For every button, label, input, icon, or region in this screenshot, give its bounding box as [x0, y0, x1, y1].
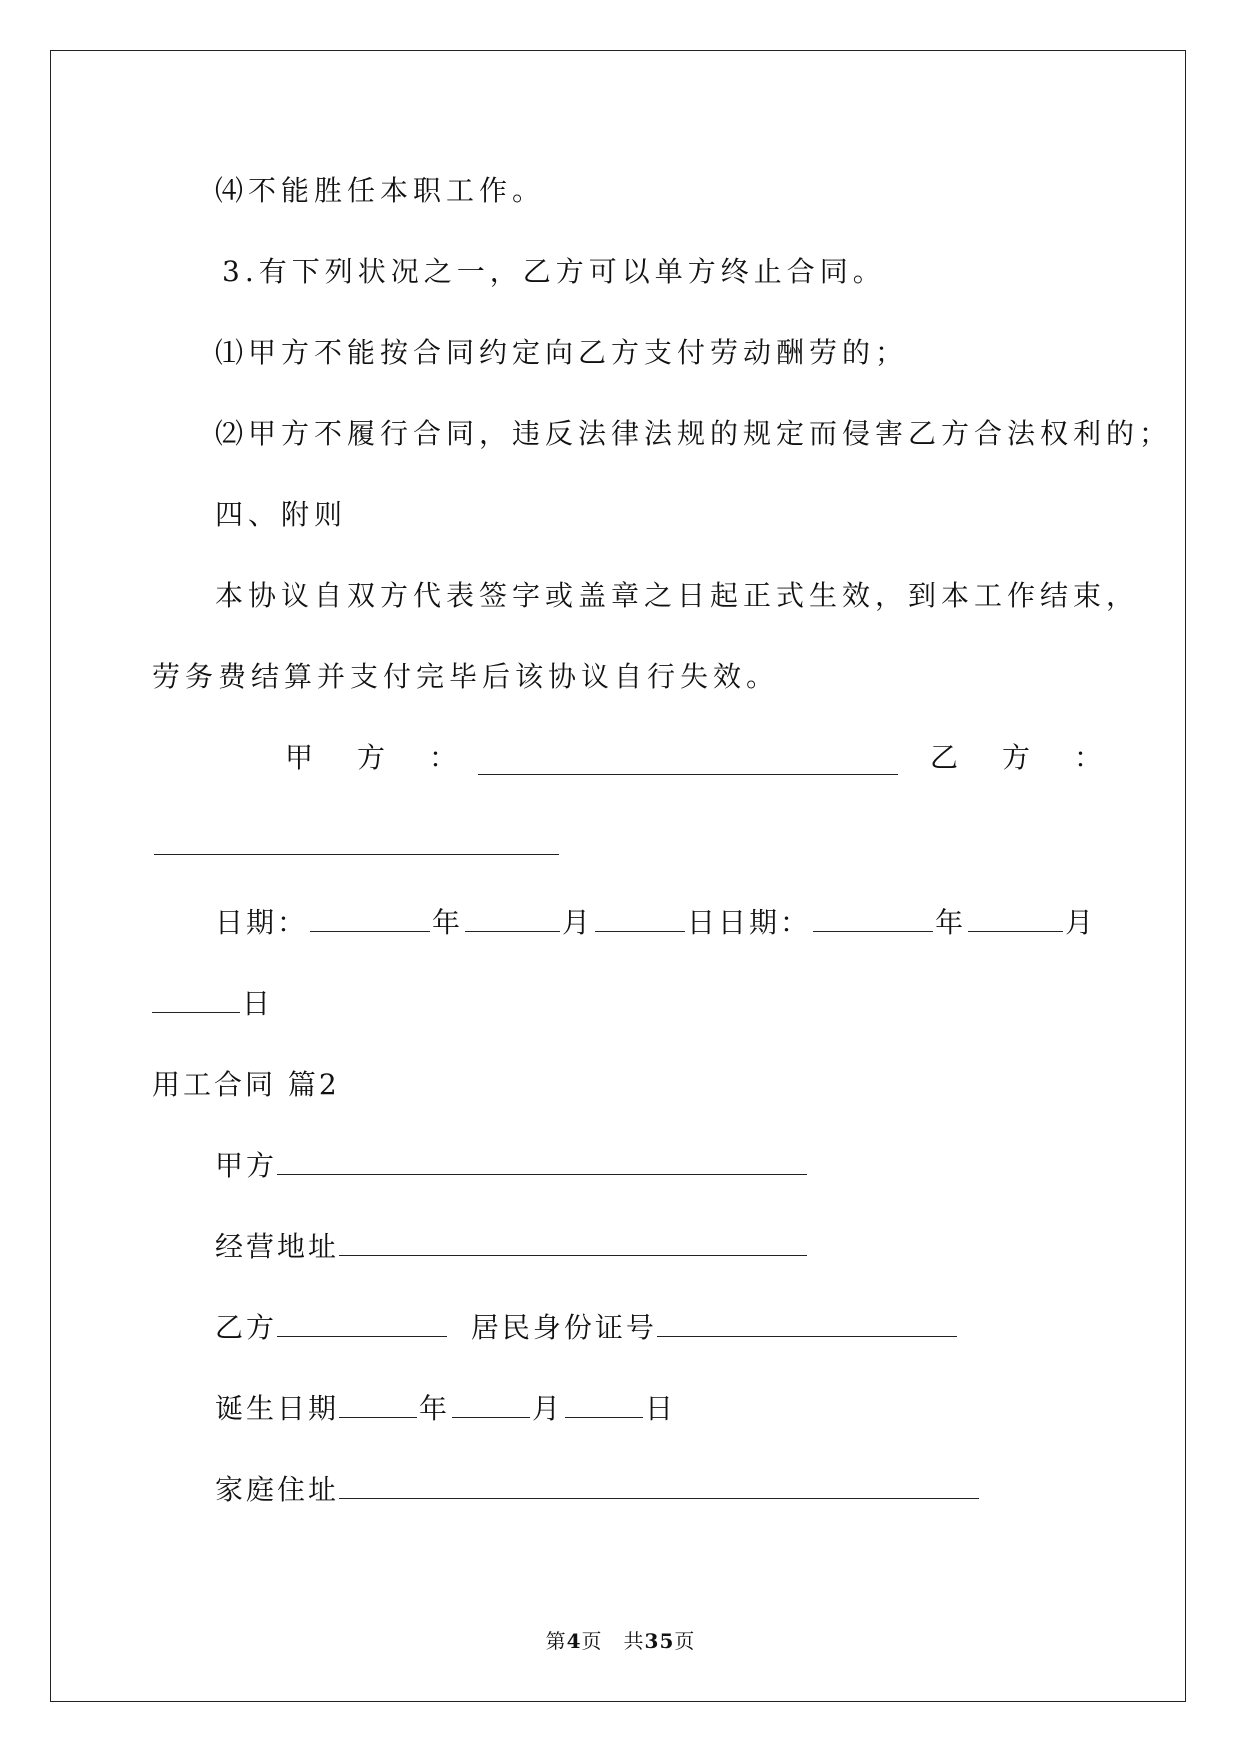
contract2-party-a-row [215, 1149, 809, 1183]
clause-4: ⑷不能胜任本职工作。 [215, 174, 546, 207]
page-border [50, 50, 1186, 1702]
birth-month-label: 月 [532, 1392, 564, 1425]
party-a-signature-label: 甲 方 ： [285, 741, 466, 774]
footer-page-suffix: 页 共 [581, 1629, 645, 1653]
month-blank [465, 907, 560, 932]
contract2-party-a-blank [277, 1150, 807, 1175]
contract2-birth-label: 诞生日期 [215, 1392, 340, 1425]
footer-prefix: 第 [545, 1629, 567, 1653]
contract2-address-row [215, 1230, 809, 1264]
month-label: 月 [562, 906, 594, 939]
contract2-address-blank [339, 1231, 807, 1256]
contract2-title: 用工合同 篇2 [152, 1068, 340, 1101]
contract2-home-label: 家庭住址 [215, 1473, 340, 1506]
birth-day-label: 日 [645, 1392, 677, 1425]
date-label: 日期： [215, 906, 309, 939]
contract2-id-blank [657, 1312, 957, 1337]
birth-month-blank [452, 1393, 530, 1418]
appendix-text-line-2: 劳务费结算并支付完毕后该协议自行失效。 [152, 660, 780, 693]
party-b-signature-blank [154, 830, 559, 855]
date-line-cont [152, 987, 273, 1021]
footer-total-pages: 35 [644, 1629, 675, 1653]
contract2-party-b-blank [277, 1312, 447, 1337]
birth-year-label: 年 [419, 1392, 451, 1425]
contract2-home-row [215, 1473, 981, 1507]
clause-3-1: ⑴甲方不能按合同约定向乙方支付劳动酬劳的； [215, 336, 909, 369]
date-line [215, 906, 1096, 940]
birth-day-blank [565, 1393, 643, 1418]
birth-year-blank [339, 1393, 417, 1418]
clause-3-heading: 3.有下列状况之一，乙方可以单方终止合同。 [222, 255, 886, 288]
party-a-signature-blank [478, 750, 898, 775]
contract2-id-label: 居民身份证号 [470, 1311, 657, 1344]
month2-label: 月 [1065, 906, 1097, 939]
contract2-party-b-label: 乙方 [215, 1311, 278, 1344]
year-label: 年 [432, 906, 464, 939]
footer-page-number: 4 [566, 1629, 582, 1653]
clause-3-2: ⑵甲方不履行合同，违反法律法规的规定而侵害乙方合法权利的； [215, 417, 1173, 450]
party-b-signature-label: 乙 方 ： [930, 741, 1111, 774]
contract2-address-label: 经营地址 [215, 1230, 340, 1263]
month2-blank [968, 907, 1063, 932]
footer-total-suffix: 页 [674, 1629, 696, 1653]
year2-label: 年 [935, 906, 967, 939]
appendix-text-line-1: 本协议自双方代表签字或盖章之日起正式生效，到本工作结束， [215, 579, 1140, 612]
contract2-party-a-label: 甲方 [215, 1149, 278, 1182]
year2-blank [813, 907, 933, 932]
day-date-label: 日日期： [687, 906, 812, 939]
year-blank [310, 907, 430, 932]
day2-label: 日 [242, 987, 274, 1020]
day-blank [595, 907, 685, 932]
section-appendix-heading: 四、附则 [215, 498, 348, 531]
contract2-home-blank [339, 1474, 979, 1499]
contract2-party-b-row [215, 1311, 959, 1345]
day2-blank [152, 988, 240, 1013]
contract2-birth-row [215, 1392, 676, 1426]
page-footer [0, 1625, 1241, 1654]
